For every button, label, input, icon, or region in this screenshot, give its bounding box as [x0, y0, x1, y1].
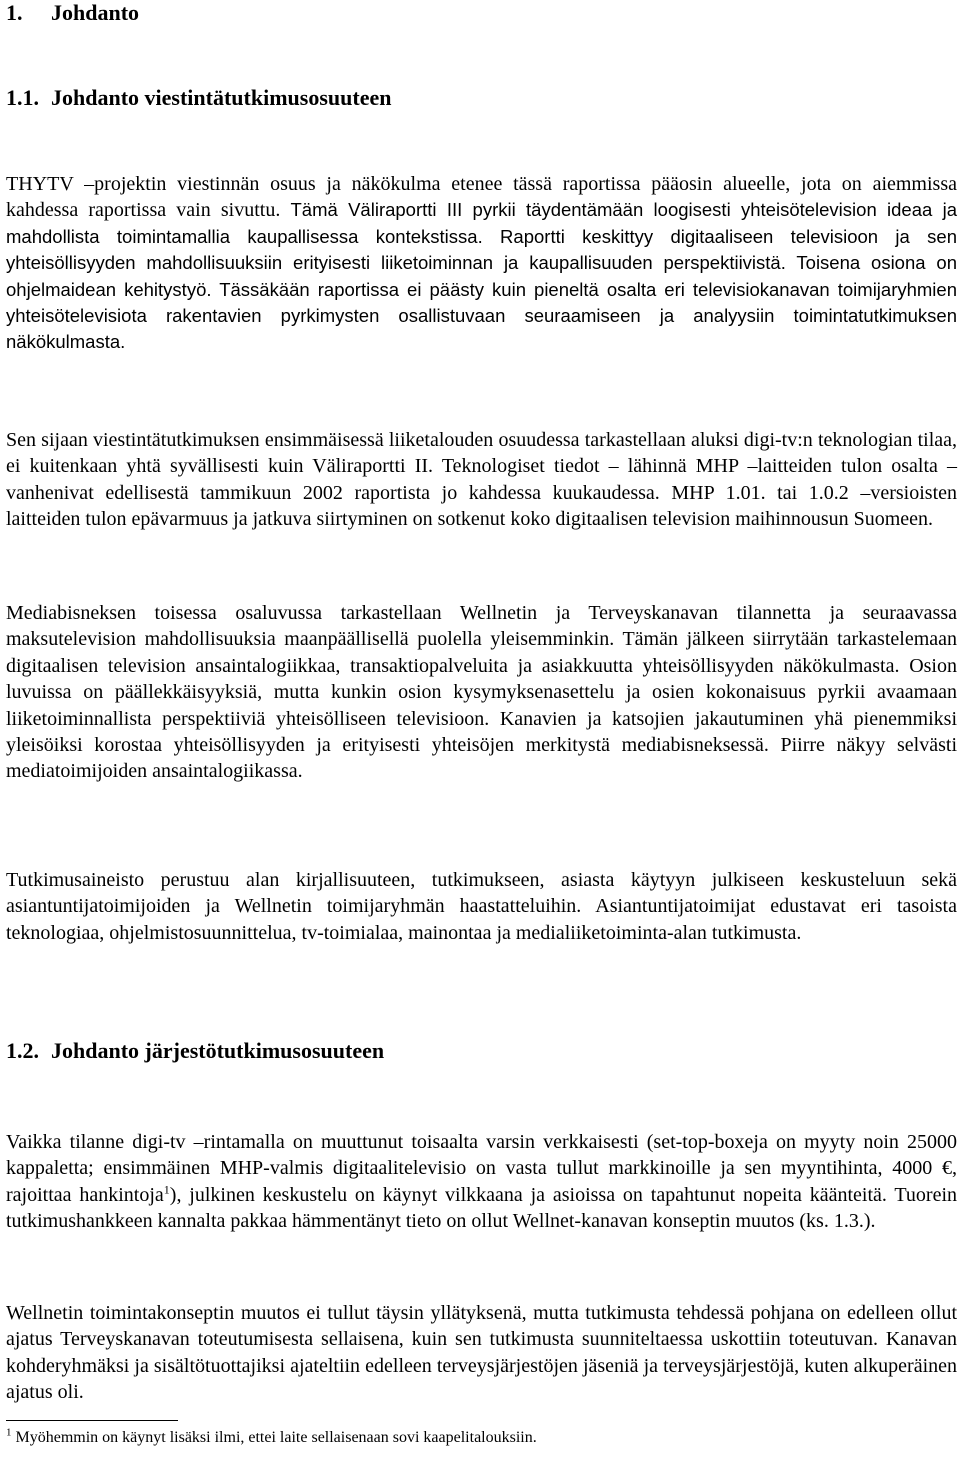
section-number: 1.2.: [6, 1038, 39, 1063]
chapter-number: 1.: [6, 0, 23, 25]
chapter-title: Johdanto: [51, 0, 140, 25]
paragraph-3-text-c: Osion luvuissa on päällekkäisyyksiä, mutta kunkin osion kysymyksenasettelu ja osien kokonaisuus pyrkii avaamaan liiketoiminnallista perspektiiviä yhteisölliseen televisioon.: [6, 654, 957, 730]
paragraph-1-text-b: Tämä Väliraportti III pyrkii täydentämään loogisesti yhteisötelevision ideaa ja mahdollista toimintamallia kaupallisessa kontekstissa. Raportti keskittyy digitaaliseen televisioon ja sen yhteisöllisyyden mahdollisuuksiin erityisesti liiketoiminnan ja kaupallisuuden perspektiivistä. Toisena osiona on ohjelmaidean kehitystyö. Tässäkään raportissa ei päästy kuin pieneltä osalta eri televisiokanavan toimijaryhmien yhteisötelevisiota rakentavien pyrkimysten osallistuvaan seuraamiseen ja analyysiin toimintatutkimuksen näkökulmasta.: [6, 199, 957, 353]
paragraph-2: [6, 427, 957, 533]
footnote-divider: [6, 1420, 178, 1421]
paragraph-1-text-a: THYTV –projektin viestinnän osuus ja näkökulma etenee tässä raportissa pääosin alueelle, jota on aiemmissa kahdessa raportissa vain sivuttu.: [6, 173, 957, 222]
paragraph-1: [6, 171, 957, 356]
footnote-reference[interactable]: 1: [163, 1182, 170, 1197]
paragraph-6-text-a: Wellnetin toimintakonseptin muutos ei tullut täysin yllätyksenä, mutta tutkimusta tehdessä pohjana on edelleen ollut ajatus Terveyskanavan toteutumisesta sellaisena, kuin sen tutkimusta suunniteltaessa uskottiin toteutuvan.: [6, 1302, 957, 1351]
paragraph-6-text-b: Kanavan kohderyhmäksi ja sisältötuottajiksi ajateltiin edelleen terveysjärjestöjen jäseniä ja terveysjärjestöjä, kuten alkuperäinen ajatus oli.: [6, 1328, 957, 1404]
paragraph-3-text-a: Mediabisneksen toisessa osaluvussa tarkastellaan Wellnetin ja Terveyskanavan tilannetta ja seuraavassa maksutelevision mahdollisuuksia maanpäällisellä puolella yleisemminkin.: [6, 602, 957, 651]
footnote-text: Myöhemmin on käynyt lisäksi ilmi, ettei laite sellaisenaan sovi kaapelitalouksiin.: [15, 1429, 537, 1446]
section-title: Johdanto viestintätutkimusosuuteen: [51, 85, 392, 110]
section-number: 1.1.: [6, 85, 39, 110]
paragraph-5: [6, 1129, 957, 1235]
paragraph-2-text-b: Teknologiset tiedot – lähinnä MHP –laitteiden tulon osalta – vanhenivat edellisestä tammikuun 2002 raportista jo kahdessa kuukaudessa. MHP 1.01. tai 1.0.2 –versioisten laitteiden tulon epävarmuus ja jatkuva siirtyminen on sotkenut koko digitaalisen television maihinnousun Suomeen.: [6, 455, 957, 531]
paragraph-4: [6, 867, 957, 946]
section-heading-1-2: [6, 1036, 384, 1066]
paragraph-5-text-a: Vaikka tilanne digi-tv –rintamalla on muuttunut toisaalta varsin verkkaisesti (set-top-boxeja on myyty noin 25000 kappaletta; ensimmäinen MHP-valmis digitaalitelevisio on vasta tullut markkinoille ja sen myyntihinta, 4000 €, rajoittaa hankintoja: [6, 1131, 957, 1206]
paragraph-2-text-a: Sen sijaan viestintätutkimuksen ensimmäisessä liiketalouden osuudessa tarkastellaan aluksi digi-tv:n teknologian tilaa, ei kuitenkaan yhtä syvällisesti kuin Väliraportti II.: [6, 429, 957, 478]
paragraph-5-text-b: ), julkinen keskustelu on käynyt vilkkaana ja asioissa on tapahtunut nopeita käänteitä.: [169, 1183, 887, 1206]
paragraph-3-text-d: Kanavien ja katsojien jakautuminen yhä pienemmiksi yleisöiksi korostaa yhteisöllisyyden ja erityisesti yhteisöjen merkitystä mediabisneksessä. Piirre näkyy selvästi mediatoimijoiden ansaintalogiikassa.: [6, 707, 958, 783]
footnote: [6, 1427, 537, 1449]
paragraph-4-text-b: Asiantuntijatoimijat edustavat eri tasoista teknologiaa, ohjelmistosuunnittelua, tv-toimialaa, mainontaa ja medialiiketoiminta-alan tutkimusta.: [6, 895, 957, 944]
chapter-heading: [6, 0, 139, 28]
section-heading-1-1: [6, 83, 391, 113]
paragraph-3: [6, 600, 957, 785]
section-title: Johdanto järjestötutkimusosuuteen: [51, 1038, 385, 1063]
paragraph-5-text-c: Tuorein tutkimushankkeen kannalta pakkaa hämmentänyt tieto on ollut Wellnet-kanavan konseptin muutos (ks. 1.3.).: [6, 1183, 958, 1233]
footnote-mark: 1: [6, 1426, 12, 1439]
paragraph-4-text-a: Tutkimusaineisto perustuu alan kirjallisuuteen, tutkimukseen, asiasta käytyyn julkiseen keskusteluun sekä asiantuntijatoimijoiden ja Wellnetin toimijaryhmän haastatteluihin.: [6, 869, 957, 918]
paragraph-6: [6, 1300, 957, 1406]
paragraph-3-text-b: Tämän jälkeen siirrytään tarkastelemaan digitaalisen television ansaintalogiikkaa, transaktiopalveluita ja asiakkuutta yhteisöllisyyden näkökulmasta.: [6, 628, 957, 677]
